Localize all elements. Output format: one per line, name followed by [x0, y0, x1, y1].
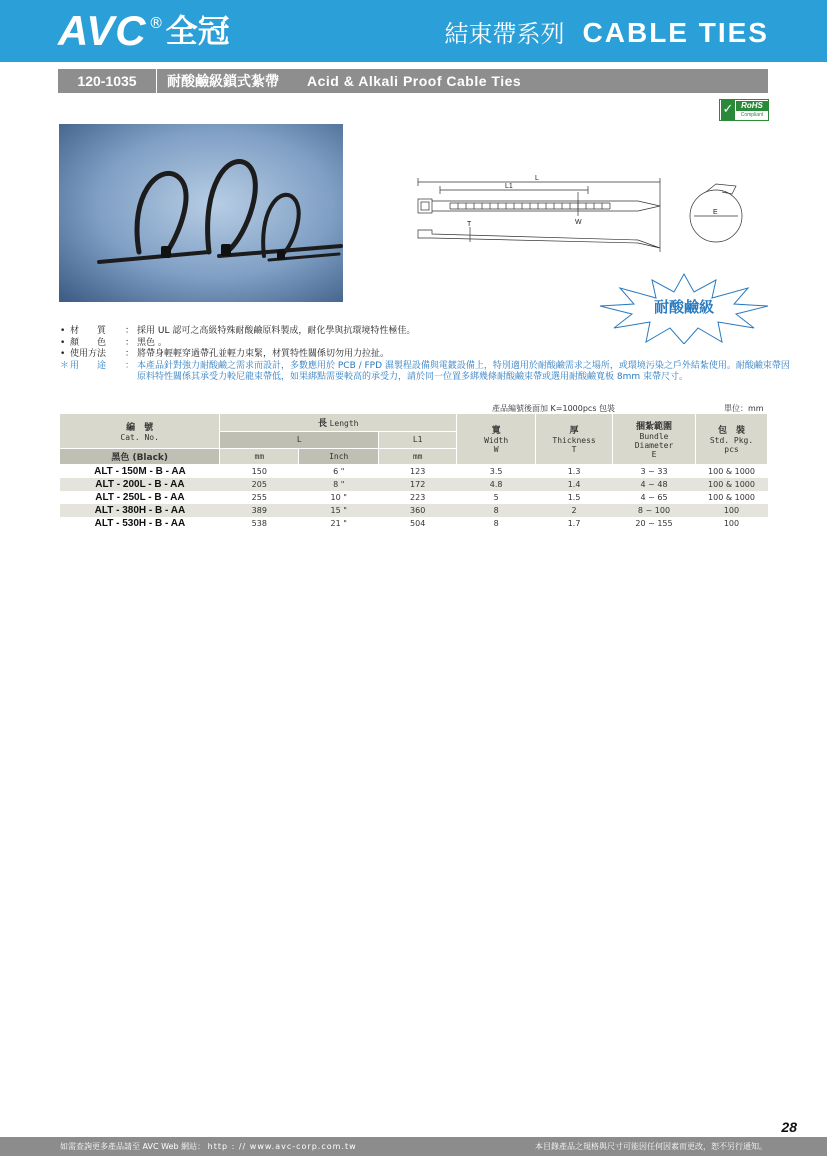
cell-inch: 21 ": [330, 518, 347, 528]
header-cat-cn: 編 號: [126, 422, 154, 433]
brand-en: AVC: [58, 7, 147, 54]
cell-cat: ALT - 530H - B - AA: [94, 517, 186, 529]
cell-pkg: 100 & 1000: [708, 466, 755, 476]
cell-l1: 172: [379, 478, 457, 491]
cell-cat: ALT - 380H - B - AA: [60, 504, 220, 517]
header-width-en: Width: [484, 436, 509, 446]
spec-colon: ：: [125, 337, 135, 348]
packing-note: 產品編號後面加 K=1000pcs 包裝: [492, 404, 616, 413]
cell-inch: 6 ": [333, 466, 345, 476]
header-L: L: [220, 431, 379, 448]
table-row: [60, 491, 768, 504]
footer-disclaimer: 本目錄產品之規格與尺寸可能因任何因素而更改，恕不另行通知。: [535, 1142, 767, 1151]
rohs-badge: [719, 99, 769, 121]
acid-alkali-badge-label: 耐酸鹼級: [653, 298, 714, 316]
cell-e: 4 ~ 48: [613, 478, 696, 491]
footer-web-label: 如需查詢更多產品請至 AVC Web 網站：: [60, 1142, 206, 1151]
footer-web-note: [60, 1141, 357, 1152]
spec-label: 使用方法: [70, 349, 107, 359]
header-pkg-unit: pcs: [724, 445, 739, 455]
cell-mm: 205: [220, 478, 299, 491]
cell-w: 5: [493, 492, 499, 502]
label-W: W: [575, 219, 582, 226]
spec-list: [60, 326, 797, 384]
header-thick-sym: T: [571, 445, 577, 455]
spec-application: [60, 361, 797, 384]
cell-l1: 504: [410, 518, 426, 528]
asterisk-icon: ＊: [60, 360, 70, 371]
spec-value: 採用 UL 認可之高級特殊耐酸鹼原料製成，耐化學與抗環境特性極佳。: [137, 326, 416, 336]
header-length-cn: 長: [318, 418, 328, 429]
table-row: [60, 478, 768, 491]
header-bundle-sym: E: [651, 449, 657, 459]
header-bundle-en1: Bundle: [639, 431, 669, 441]
footer-url-link[interactable]: http : // www.avc-corp.com.tw: [207, 1142, 357, 1151]
header-length: [220, 414, 457, 431]
spec-label: 顏 色: [70, 337, 107, 348]
cell-pkg: 100: [723, 518, 740, 528]
header-width-sym: W: [493, 445, 499, 455]
header-pkg: [695, 414, 767, 464]
cable-tie-diagram: [410, 172, 770, 254]
header-mm-l1: mm: [379, 448, 457, 464]
table-row: [60, 517, 768, 530]
page-footer: [0, 1137, 827, 1156]
rohs-subtitle: Compliant: [740, 112, 764, 118]
cell-cat: ALT - 250L - B - AA: [95, 491, 185, 503]
label-E: E: [713, 209, 718, 216]
header-pkg-cn: 包 裝: [717, 426, 745, 437]
header-thick-cn: 厚: [569, 426, 579, 437]
spec-value: 黑色 。: [137, 337, 167, 348]
label-L: L: [535, 175, 539, 182]
spec-value: 將帶身輕輕穿過帶孔並輕力束緊，材質特性關係切勿用力拉扯。: [137, 349, 390, 359]
product-title-bar: [58, 69, 768, 93]
header-color-label: 黑色 (Black): [111, 452, 169, 463]
cell-w: 4.8: [457, 478, 536, 491]
spec-color: [60, 338, 797, 350]
cell-mm: 389: [220, 504, 299, 517]
cell-t: 1.4: [536, 478, 613, 491]
cell-cat: ALT - 150M - B - AA: [94, 465, 186, 477]
header-bundle-cn: 捆紮範圍: [636, 421, 673, 432]
title-divider: [156, 69, 157, 93]
product-name-cn: 耐酸鹼級鎖式紮帶: [167, 74, 279, 90]
header-width-cn: 寬: [491, 426, 501, 437]
cell-inch: 8 ": [299, 478, 379, 491]
cell-inch: 15 ": [299, 504, 379, 517]
cell-w: 3.5: [489, 466, 503, 476]
spec-table: [60, 414, 768, 530]
cell-e: 3 ~ 33: [640, 466, 668, 476]
header-cat: [60, 414, 220, 448]
header-inch: Inch: [299, 448, 379, 464]
header-bundle-en2: Diameter: [634, 440, 674, 450]
header-thick-en: Thickness: [552, 436, 596, 446]
cell-pkg: 100 & 1000: [695, 478, 767, 491]
series-title: [445, 14, 769, 49]
table-row: [60, 464, 768, 478]
spec-label: 材 質: [70, 326, 107, 336]
header-L1: L1: [379, 431, 457, 448]
cell-t: 1.5: [567, 492, 581, 502]
cell-cat: ALT - 200L - B - AA: [60, 478, 220, 491]
unit-note: 單位：mm: [724, 404, 764, 413]
spec-colon: ：: [125, 326, 135, 336]
cell-pkg: 100 & 1000: [708, 492, 755, 502]
spec-label: 用 途: [70, 360, 107, 371]
cell-t: 1.3: [567, 466, 581, 476]
product-photo: [59, 124, 343, 302]
cell-e: 4 ~ 65: [640, 492, 668, 502]
avc-logo: [58, 8, 230, 54]
registered-mark: ®: [148, 14, 164, 32]
cell-t: 1.7: [567, 518, 581, 528]
cell-e: 20 ~ 155: [635, 518, 673, 528]
header-length-en: Length: [329, 418, 359, 428]
product-code: 120-1035: [77, 73, 137, 89]
spec-material: [60, 326, 797, 338]
cell-pkg: 100: [695, 504, 767, 517]
cell-w: 8: [457, 504, 536, 517]
cell-l1: 123: [410, 466, 426, 476]
cell-e: 8 ~ 100: [613, 504, 696, 517]
cell-l1: 223: [410, 492, 426, 502]
bullet-icon: •: [60, 337, 66, 348]
header-mm: mm: [220, 448, 299, 464]
cell-w: 8: [493, 518, 499, 528]
spec-colon: ：: [125, 360, 135, 371]
cell-t: 2: [536, 504, 613, 517]
header-thickness: [536, 414, 613, 464]
cell-mm: 255: [251, 492, 267, 502]
cell-mm: 150: [251, 466, 267, 476]
header-bundle: [613, 414, 696, 464]
cell-l1: 360: [379, 504, 457, 517]
rohs-title: RoHS: [736, 101, 768, 111]
page-header: [0, 0, 827, 62]
header-width: [457, 414, 536, 464]
spec-value: 本產品針對強力耐酸鹼之需求而設計，多數應用於 PCB / FPD 濕製程設備與電鍍設備上，特別適用於耐酸鹼需求之場所，或環境污染之戶外結紮使用。耐酸鹼束帶因原料特性關係其承受力較尼龍束帶低，如果綁點需要較高的承受力，請於同一位置多綁幾條耐酸鹼束帶或選用耐酸鹼寬板 8mm 束帶尺寸。: [137, 360, 790, 382]
header-pkg-en: Std. Pkg.: [709, 436, 754, 446]
bullet-icon: •: [60, 326, 66, 336]
header-cat-en: Cat. No.: [120, 432, 159, 442]
spec-colon: ：: [125, 349, 135, 359]
series-title-cn: 結束帶系列: [444, 20, 565, 48]
check-icon: ✓: [721, 100, 735, 120]
cell-inch: 10 ": [330, 492, 347, 502]
label-T: T: [467, 221, 472, 228]
series-title-en: CABLE TIES: [582, 17, 769, 48]
label-L1: L1: [505, 183, 513, 190]
header-color: [60, 448, 220, 464]
bullet-icon: •: [60, 349, 66, 359]
table-row: [60, 504, 768, 517]
product-name-en: Acid & Alkali Proof Cable Ties: [307, 73, 522, 89]
page-number: 28: [781, 1119, 797, 1135]
brand-cn: 全冠: [165, 12, 230, 50]
cell-mm: 538: [251, 518, 267, 528]
spec-usage: [60, 349, 797, 361]
